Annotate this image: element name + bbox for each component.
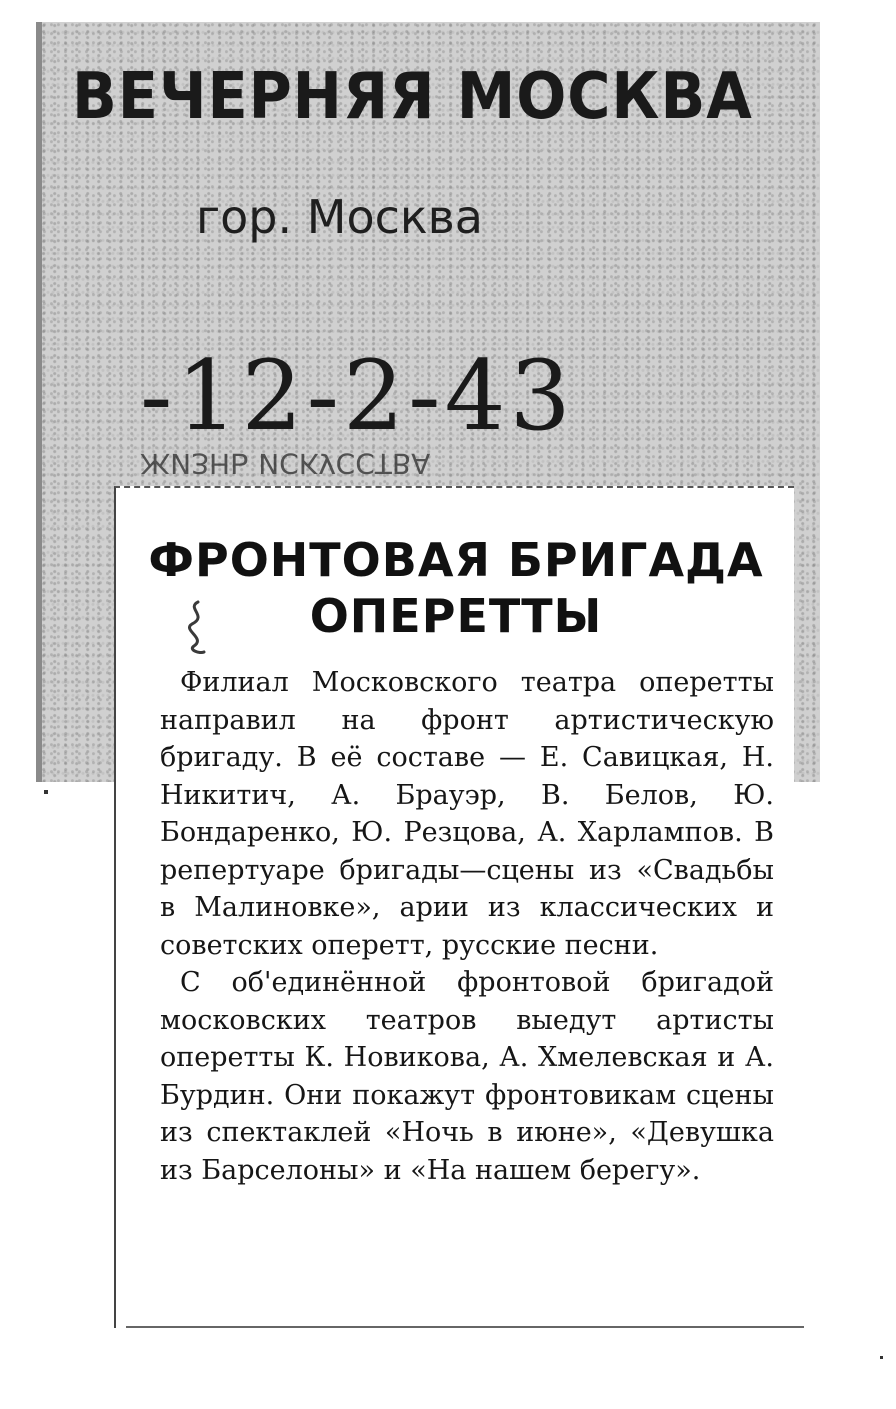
city-label: гор. Москва bbox=[196, 190, 483, 244]
article-headline bbox=[136, 532, 776, 644]
article-body bbox=[160, 664, 774, 1189]
rubric-strip: ЖИЗНЬ ИСКУССТВА bbox=[140, 447, 431, 480]
headline-line-1: ФРОНТОВАЯ БРИГАДА bbox=[148, 533, 764, 587]
scan-speck bbox=[880, 1356, 883, 1359]
ink-scribble-icon bbox=[178, 598, 218, 658]
article-paragraph-2: С об'единённой фронтовой бригадой московских театров выедут артисты оперетты К. Новикова, А. Хмелевская и А. Бурдин. Они покажут фронтовикам сцены из спектаклей «Ночь в июне», «Девушка из Барселоны» и «На нашем берегу». bbox=[160, 967, 774, 1186]
article-paragraph-1: Филиал Московского театра оперетты направил на фронт артистическую бригаду. В её составе — Е. Савицкая, Н. Никитич, А. Брауэр, В. Белов, Ю. Бондаренко, Ю. Резцова, А. Харлампов. В репертуаре бригады—сцены из «Свадьбы в Малиновке», арии из классических и советских оперетт, русские песни. bbox=[160, 667, 774, 961]
headline-line-2: ОПЕРЕТТЫ bbox=[309, 589, 603, 643]
newspaper-name: ВЕЧЕРНЯЯ МОСКВА bbox=[72, 60, 753, 134]
clipping-edge bbox=[36, 22, 42, 782]
scan-speck bbox=[44, 790, 48, 794]
article-clipping bbox=[114, 486, 794, 1328]
clipping-date: -12-2-43 bbox=[140, 340, 575, 452]
